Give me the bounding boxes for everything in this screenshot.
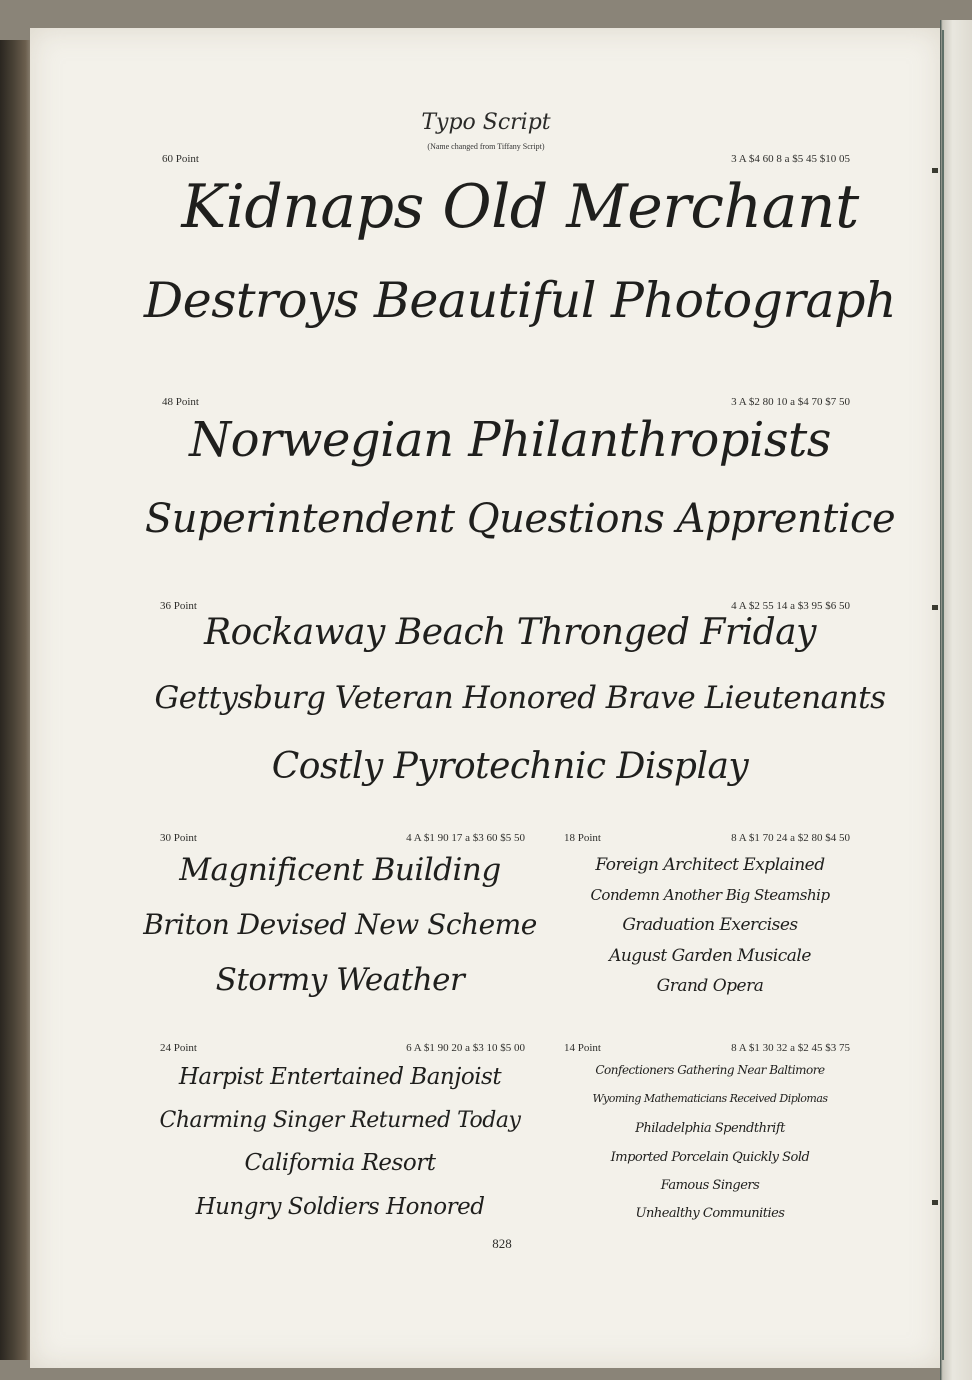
- point-size-label: 48 Point: [162, 396, 199, 408]
- book-spine: [0, 40, 34, 1360]
- specimen-line: Graduation Exercises: [622, 915, 798, 935]
- typeface-title: Typo Script: [421, 110, 551, 135]
- specimen-line: Unhealthy Communities: [635, 1206, 785, 1221]
- specimen-line: Grand Opera: [656, 976, 764, 996]
- point-size-label: 18 Point: [564, 832, 601, 844]
- specimen-line: Kidnaps Old Merchant: [181, 172, 859, 242]
- price-label: 3 A $2 80 10 a $4 70 $7 50: [731, 396, 850, 408]
- price-label: 4 A $2 55 14 a $3 95 $6 50: [731, 600, 850, 612]
- specimen-line: Harpist Entertained Banjoist: [178, 1064, 502, 1090]
- specimen-line: Wyoming Mathematicians Received Diplomas: [592, 1092, 828, 1105]
- specimen-line: Condemn Another Big Steamship: [590, 886, 830, 904]
- specimen-line: Norwegian Philanthropists: [189, 412, 831, 468]
- specimen-line: Gettysburg Veteran Honored Brave Lieutenants: [154, 680, 886, 716]
- price-label: 8 A $1 70 24 a $2 80 $4 50: [731, 832, 850, 844]
- point-size-label: 24 Point: [160, 1042, 197, 1054]
- point-size-label: 30 Point: [160, 832, 197, 844]
- specimen-line: Imported Porcelain Quickly Sold: [610, 1150, 810, 1165]
- specimen-line: Rockaway Beach Thronged Friday: [204, 612, 816, 653]
- typeface-subtitle: (Name changed from Tiffany Script): [427, 142, 545, 151]
- page-number: 828: [492, 1236, 512, 1251]
- point-size-label: 60 Point: [162, 153, 199, 165]
- specimen-line: August Garden Musicale: [609, 946, 811, 966]
- price-label: 3 A $4 60 8 a $5 45 $10 05: [731, 153, 850, 165]
- specimen-line: Philadelphia Spendthrift: [635, 1121, 785, 1136]
- specimen-line: Confectioners Gathering Near Baltimore: [595, 1063, 825, 1077]
- point-size-label: 14 Point: [564, 1042, 601, 1054]
- specimen-line: Stormy Weather: [215, 962, 465, 998]
- specimen-line: Destroys Beautiful Photograph: [143, 272, 897, 329]
- specimen-line: Hungry Soldiers Honored: [195, 1194, 485, 1220]
- specimen-line: Famous Singers: [660, 1178, 760, 1193]
- specimen-line: Charming Singer Returned Today: [159, 1108, 521, 1133]
- edge-mark: [932, 605, 938, 610]
- specimen-line: Magnificent Building: [179, 852, 501, 888]
- specimen-line: Costly Pyrotechnic Display: [271, 746, 749, 787]
- price-label: 6 A $1 90 20 a $3 10 $5 00: [406, 1042, 525, 1054]
- price-label: 8 A $1 30 32 a $2 45 $3 75: [731, 1042, 850, 1054]
- price-label: 4 A $1 90 17 a $3 60 $5 50: [406, 832, 525, 844]
- specimen-line: Superintendent Questions Apprentice: [144, 496, 896, 542]
- point-size-label: 36 Point: [160, 600, 197, 612]
- specimen-line: Foreign Architect Explained: [595, 855, 825, 875]
- edge-mark: [932, 1200, 938, 1205]
- specimen-line: California Resort: [244, 1150, 436, 1176]
- specimen-line: Briton Devised New Scheme: [143, 908, 537, 941]
